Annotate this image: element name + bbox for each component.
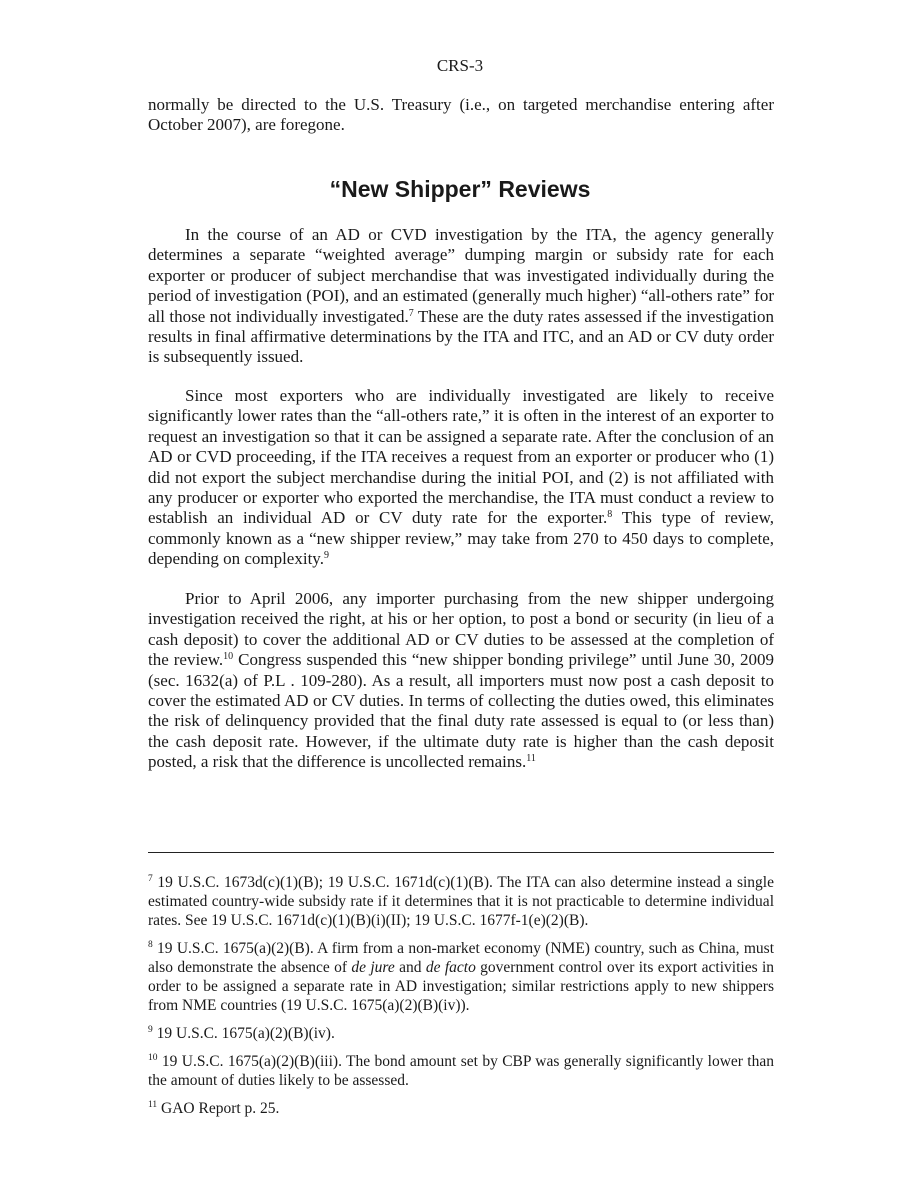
- footnote-number: 8: [148, 940, 153, 950]
- footnote-text: GAO Report p. 25.: [161, 1100, 280, 1117]
- footnote-11: [148, 1099, 774, 1118]
- paragraph-text: These are the duty rates assessed if the investigation results in final affirmative determinations by the ITA and ITC, and an AD or CV duty order is subsequently issued.: [148, 306, 775, 367]
- paragraph-text: Since most exporters who are individually investigated are likely to receive significantly lower rates than the “all-others rate,” it is often in the interest of an exporter to request an investigation so that it can be assigned a separate rate. After the conclusion of an AD or CVD proceeding, if the ITA receives a request from an exporter or producer who (1) did not export the subject merchandise during the initial POI, and (2) is not affiliated with any producer or exporter who exported the merchandise, the ITA must conduct a review to establish an individual AD or CV duty rate for the exporter.: [148, 386, 774, 528]
- footnote-number: 7: [148, 874, 153, 884]
- paragraph-text: Congress suspended this “new shipper bonding privilege” until June 30, 2009 (sec. 1632(a) of P.L . 109-280). As a result, all importers must now post a cash deposit to cover the estimated AD or CV duties. In terms of collecting the duties owed, this eliminates the risk of delinquency provided that the final duty rate assessed is equal to (or less than) the cash deposit rate. However, if the ultimate duty rate is higher than the cash deposit posted, a risk that the difference is uncollected remains.: [148, 650, 774, 772]
- footnote-ref[interactable]: 8: [607, 509, 613, 521]
- footnote-7: [148, 873, 774, 930]
- footnote-text: and: [394, 959, 426, 976]
- paragraph-text: Prior to April 2006, any importer purchasing from the new shipper undergoing investigation received the right, at his or her option, to post a bond or security (in lieu of a cash deposit) to cover the additional AD or CV duties to be assessed at the completion of the review.: [148, 589, 774, 670]
- footnote-number: 10: [148, 1053, 158, 1063]
- continuation-paragraph: [148, 95, 774, 136]
- page-header: CRS-3: [436, 56, 484, 75]
- section-heading: “New Shipper” Reviews: [329, 176, 591, 202]
- footnote-text: 19 U.S.C. 1675(a)(2)(B). A firm from a non-market economy (NME) country, such as China, must also demonstrate the absence of: [148, 940, 774, 976]
- paragraph-3: [148, 589, 774, 773]
- footnote-ref[interactable]: 10: [223, 651, 234, 663]
- footnote-ref[interactable]: 11: [526, 753, 536, 765]
- continuation-text: normally be directed to the U.S. Treasury (i.e., on targeted merchandise entering after October 2007), are foregone.: [148, 95, 774, 135]
- footnote-9: [148, 1024, 774, 1043]
- footnotes: [148, 873, 774, 1127]
- footnote-text: 19 U.S.C. 1675(a)(2)(B)(iv).: [156, 1025, 335, 1042]
- footnote-italic-term: de facto: [425, 959, 476, 976]
- footnote-italic-term: de jure: [351, 959, 395, 976]
- footnote-text: 19 U.S.C. 1673d(c)(1)(B); 19 U.S.C. 1671d(c)(1)(B). The ITA can also determine instead a single estimated country-wide subsidy rate if it determines that it is not practicable to determine individual rates. See 19 U.S.C. 1671d(c)(1)(B)(i)(II); 19 U.S.C. 1677f-1(e)(2)(B).: [148, 874, 774, 929]
- footnote-text: 19 U.S.C. 1675(a)(2)(B)(iii). The bond amount set by CBP was generally significantly lower than the amount of duties likely to be assessed.: [148, 1053, 774, 1089]
- footnote-divider: [148, 852, 774, 853]
- paragraph-1: [148, 225, 774, 368]
- paragraph-text: This type of review, commonly known as a “new shipper review,” may take from 270 to 450 days to complete, depending on complexity.: [148, 508, 774, 569]
- footnote-ref[interactable]: 9: [323, 550, 329, 562]
- footnote-ref[interactable]: 7: [408, 307, 414, 319]
- footnote-10: [148, 1052, 774, 1090]
- footnote-number: 11: [148, 1100, 158, 1110]
- paragraph-text: In the course of an AD or CVD investigation by the ITA, the agency generally determines a separate “weighted average” dumping margin or subsidy rate for each exporter or producer of subject merchandise that was investigated individually during the period of investigation (POI), and an estimated (generally much higher) “all-others rate” for all those not individually investigated.: [148, 225, 774, 326]
- footnote-8: [148, 939, 774, 1015]
- paragraph-2: [148, 386, 774, 570]
- footnote-number: 9: [148, 1025, 153, 1035]
- footnote-text: government control over its export activities in order to be assigned a separate rate in AD investigation; similar restrictions apply to new shippers from NME countries (19 U.S.C. 1675(a)(2)(B)(iv)).: [148, 959, 775, 1014]
